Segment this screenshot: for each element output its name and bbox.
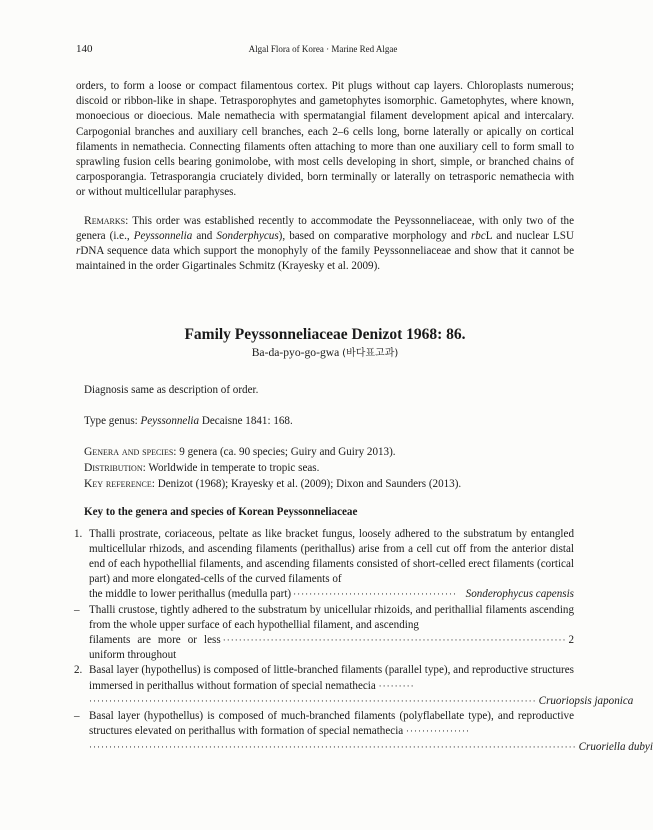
type-genus-authority: Decaisne 1841: 168. bbox=[199, 414, 293, 427]
genera-and-species bbox=[76, 444, 574, 460]
main-text bbox=[74, 79, 653, 755]
type-genus-label: Type genus: bbox=[84, 414, 141, 427]
key-result: Sonderophycus capensis bbox=[465, 588, 574, 601]
genera-label: Genera and species: bbox=[84, 444, 177, 458]
genera-value: 9 genera (ca. 90 species; Guiry and Guiry 2013). bbox=[176, 445, 396, 458]
leader-dots: ················ bbox=[406, 726, 470, 737]
remarks-text-5: DNA sequence data which support the monophyly of the family Peyssonneliaceae and show that it cannot be maintained in the order Gigartinales Schmitz (Krayesky et al. 2009). bbox=[76, 245, 574, 273]
family-hangul: (바다표고과) bbox=[342, 348, 399, 360]
key-text-last: filaments are more or less uniform throughout bbox=[89, 634, 221, 662]
key-heading: Key to the genera and species of Korean Peyssonneliaceae bbox=[84, 506, 358, 519]
remarks-paragraph bbox=[76, 213, 574, 275]
key-lead bbox=[89, 587, 574, 602]
key-text: Thalli crustose, tightly adhered to the substratum by unicellular rhizoids, and perithallial filaments ascending from the whole upper surface of each hypothellial filament, and ascending bbox=[89, 603, 574, 631]
key-result: Cruoriopsis japonica bbox=[538, 694, 634, 707]
family-korean-name bbox=[76, 345, 574, 361]
journal-title: Algal Flora of Korea · Marine Red Algae bbox=[248, 44, 398, 54]
running-header bbox=[76, 43, 570, 57]
type-genus bbox=[76, 414, 574, 429]
remarks-text-2: and bbox=[192, 229, 217, 242]
key-marker: – bbox=[74, 603, 80, 616]
key-result: 2 bbox=[568, 634, 574, 647]
distribution bbox=[76, 460, 574, 476]
key-text: Basal layer (hypothellus) is composed of much-branched filaments (polyflabellate type), and reproductive structures elevated on perithallus with formation of special nemathecia bbox=[89, 710, 574, 738]
key-lead bbox=[89, 694, 634, 709]
key-couplet-2a bbox=[74, 663, 634, 709]
type-genus-name: Peyssonnelia bbox=[140, 414, 200, 427]
key-text-last: the middle to lower perithallus (medulla part) bbox=[89, 588, 292, 601]
remarks-text-3: ), based on comparative morphology and bbox=[278, 229, 471, 242]
page-number: 140 bbox=[76, 43, 93, 55]
leader-dots: ·························································································································· bbox=[89, 741, 577, 752]
key-reference bbox=[76, 476, 574, 492]
genus-sonderphycus: Sonderphycus bbox=[216, 229, 279, 242]
family-title: Family Peyssonneliaceae Denizot 1968: 86. bbox=[184, 326, 466, 344]
key-result: Cruoriella dubyi bbox=[578, 740, 653, 753]
remarks-text-4: and nuclear LSU bbox=[492, 229, 574, 242]
key-lead bbox=[89, 740, 653, 755]
remarks-text-1: This order was established recently to accommodate the Peyssonneliaceae, with only two of the genera (i.e., bbox=[76, 214, 574, 242]
diagnosis: Diagnosis same as description of order. bbox=[84, 384, 259, 397]
key-couplet-2b bbox=[74, 709, 653, 755]
key-couplet-1b bbox=[76, 603, 574, 664]
identification-key bbox=[74, 527, 653, 755]
remarks-label: Remarks: bbox=[84, 213, 129, 227]
key-couplet-1a bbox=[76, 527, 574, 603]
order-description-paragraph: orders, to form a loose or compact filamentous cortex. Pit plugs without cap layers. Chloroplasts numerous; discoid or ribbon-like in shape. Tetrasporophytes and gametophytes isomorphic. Gametophytes, where known, monoecious or dioecious. Male nemathecia with spermatangial filament development apical and intercalary. Carpogonial branches and auxiliary cell branches, each 2–6 cells long, borne laterally or apically on cortical filaments in nemathecia. Connecting filaments often attaching to more than one auxiliary cell to form small to sprawling fusion cells bearing gonimolobe, with most cells developing in short, simple, or branched chains of carposporangia. Tetrasporangia cruciately divided, born terminally or laterally on tetrasporic nemathecia with or without multicellular paraphyses. bbox=[76, 80, 574, 199]
distribution-value: Worldwide in temperate to tropic seas. bbox=[145, 462, 320, 475]
leader-dots: ········································· bbox=[293, 589, 457, 600]
distribution-label: Distribution: bbox=[84, 461, 146, 475]
key-lead bbox=[89, 633, 574, 663]
leader-dots: ······················································································ bbox=[222, 635, 567, 646]
key-reference-value: Denizot (1968); Krayesky et al. (2009); Dixon and Saunders (2013). bbox=[154, 478, 462, 491]
leader-dots: ········· bbox=[378, 680, 415, 691]
key-marker: – bbox=[74, 710, 80, 723]
genus-peyssonnelia: Peyssonnelia bbox=[133, 229, 193, 242]
key-marker: 1. bbox=[74, 527, 83, 540]
key-marker: 2. bbox=[74, 664, 83, 677]
key-text: Thalli prostrate, coriaceous, peltate as like bracket fungus, loosely adhered to the substratum by entangled multicellular rhizods, and ascending filaments (perithallus) arise from a cell cut off from the anterior distal end of each hypothellial filaments, and ascending filaments consisted of short-celled erect filaments (cortical part) and more elongated-cells of the curved filaments of bbox=[89, 527, 574, 586]
gene-l: L bbox=[485, 229, 493, 242]
leader-dots: ················································································································ bbox=[89, 695, 537, 706]
family-romanized: Ba-da-pyo-go-gwa bbox=[251, 346, 343, 360]
key-text: Basal layer (hypothellus) is composed of little-branched filaments (parallel type), and reproductive structures immersed in perithallus without formation of special nemathecia bbox=[89, 664, 574, 692]
rdna-r: r bbox=[76, 245, 81, 258]
key-reference-label: Key reference: bbox=[84, 477, 155, 491]
gene-rbc: rbc bbox=[470, 229, 486, 242]
